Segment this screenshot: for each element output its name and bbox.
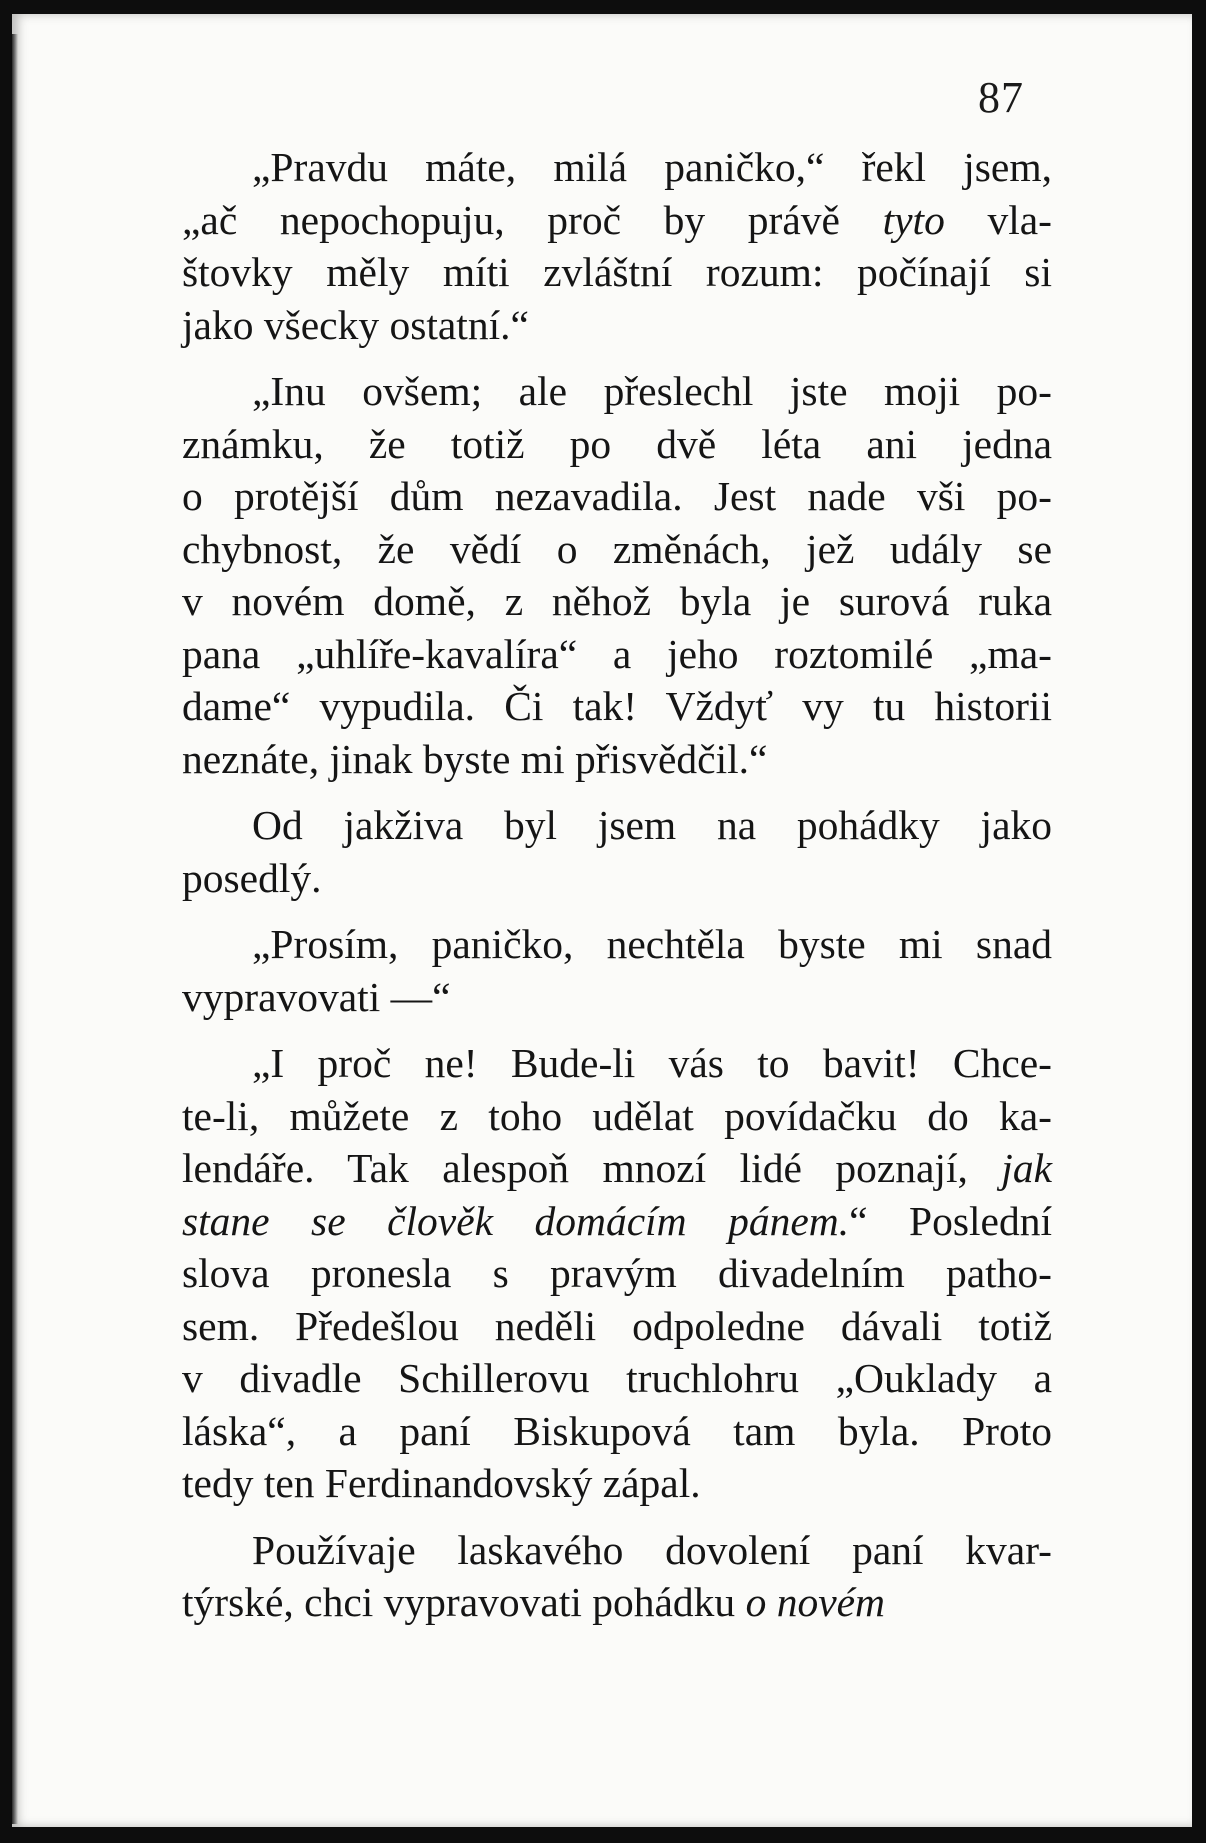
text-line: jako všecky ostatní.“ xyxy=(182,301,529,348)
text-line: „Pravdu máte, milá paničko,“ řekl jsem, xyxy=(252,144,1052,190)
text-line: pana „uhlíře-kavalíra“ a jeho roztomilé „ma- xyxy=(182,630,1052,677)
text-line: štovky měly míti zvláštní rozum: počínají si xyxy=(182,249,1052,295)
text-line: o protější dům nezavadila. Jest nade vši po- xyxy=(182,473,1052,519)
text-line: Od jakživa byl jsem na pohádky jako xyxy=(252,802,1052,848)
text-line: te-li, můžete z toho udělat povídačku do ka- xyxy=(182,1092,1052,1139)
text-line: dame“ vypudila. Či tak! Vždyť vy tu historii xyxy=(182,683,1052,729)
text-line: lendáře. Tak alespoň mnozí lidé poznají, jak xyxy=(182,1145,1052,1191)
text-line: „I proč ne! Bude-li vás to bavit! Chce- xyxy=(252,1040,1052,1086)
body-text xyxy=(182,141,1052,1643)
italic-text: jak xyxy=(1001,1145,1052,1191)
text-line: láska“, a paní Biskupová tam byla. Proto xyxy=(182,1407,1052,1454)
paragraph xyxy=(182,1524,1052,1629)
book-page xyxy=(12,14,1192,1827)
paragraph xyxy=(182,918,1052,1023)
page-spine-shadow xyxy=(12,34,18,1824)
text-line: „Prosím, paničko, nechtěla byste mi snad xyxy=(252,921,1052,967)
page-number: 87 xyxy=(978,73,1024,122)
text-line: stane se člověk domácím pánem.“ Poslední xyxy=(182,1197,1052,1244)
text-line: posedlý. xyxy=(182,854,322,901)
paragraph xyxy=(182,365,1052,785)
paragraph xyxy=(182,799,1052,904)
text-line: známku, že totiž po dvě léta ani jedna xyxy=(182,420,1052,467)
paragraph xyxy=(182,1037,1052,1510)
italic-text: stane se člověk domácím pánem. xyxy=(182,1197,850,1244)
italic-text: tyto xyxy=(882,196,945,243)
text-line: „ač nepochopuju, proč by právě tyto vla- xyxy=(182,196,1052,243)
text-line: v divadle Schillerovu truchlohru „Ouklady a xyxy=(182,1355,1052,1401)
text-line: vypravovati —“ xyxy=(182,973,451,1020)
text-line: Používaje laskavého dovolení paní kvar- xyxy=(252,1526,1052,1573)
text-line: „Inu ovšem; ale přeslechl jste moji po- xyxy=(252,368,1052,414)
italic-text: o novém xyxy=(745,1579,885,1625)
text-line: tedy ten Ferdinandovský zápal. xyxy=(182,1460,701,1506)
text-line: sem. Předešlou neděli odpoledne dávali totiž xyxy=(182,1302,1052,1349)
text-line: chybnost, že vědí o změnách, jež udály se xyxy=(182,525,1052,572)
text-line: slova pronesla s pravým divadelním patho- xyxy=(182,1250,1052,1296)
text-line: neznáte, jinak byste mi přisvědčil.“ xyxy=(182,735,768,782)
text-line: týrské, chci vypravovati pohádku o novém xyxy=(182,1579,885,1625)
paragraph xyxy=(182,141,1052,351)
text-line: v novém domě, z něhož byla je surová ruka xyxy=(182,578,1052,624)
